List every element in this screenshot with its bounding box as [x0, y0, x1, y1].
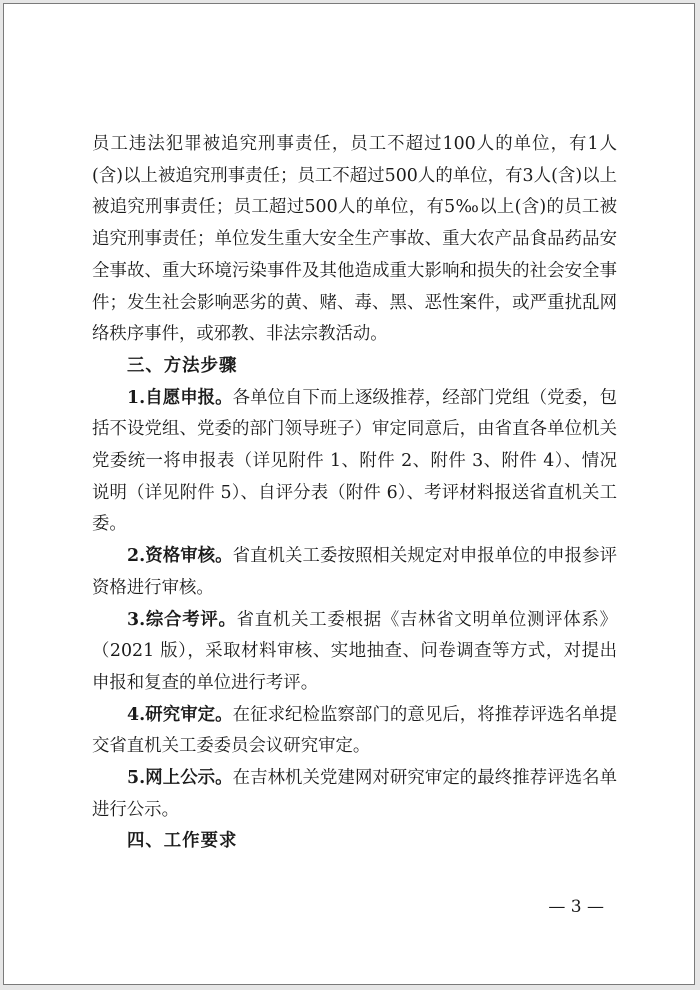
step-lead-3: 3.综合考评。 — [127, 609, 237, 630]
step-paragraph-1 — [92, 383, 617, 542]
section-heading-methods: 三、方法步骤 — [127, 355, 238, 376]
step-lead-4: 4.研究审定。 — [127, 704, 233, 725]
page-number: — 3 — — [548, 897, 604, 917]
step-text-4: 在征求纪检监察部门的意见后，将推荐评选名单提交省直机关工委委员会议研究审定。 — [92, 704, 617, 757]
step-paragraph-4 — [92, 700, 617, 763]
document-body — [92, 129, 617, 858]
step-lead-2: 2.资格审核。 — [127, 546, 233, 567]
step-lead-5: 5.网上公示。 — [127, 768, 233, 789]
step-paragraph-5 — [92, 763, 617, 826]
step-text-2: 省直机关工委按照相关规定对申报单位的申报参评资格进行审核。 — [92, 546, 617, 598]
section-heading-requirements: 四、工作要求 — [127, 831, 238, 852]
document-page — [3, 3, 695, 985]
step-text-3: 省直机关工委根据《吉林省文明单位测评体系》（2021 版），采取材料审核、实地抽查、问卷调查等方式，对提出申报和复查的单位进行考评。 — [92, 609, 617, 693]
step-text-1: 各单位自下而上逐级推荐，经部门党组（党委，包括不设党组、党委的部门领导班子）审定同意后，由省直各单位机关党委统一将申报表（详见附件 1、附件 2、附件 3、附件 4）、情况说明（详见附件 5）、自评分表（附件 6）、考评材料报送省直机关工委。 — [92, 387, 617, 535]
step-lead-1: 1.自愿申报。 — [127, 387, 233, 408]
step-text-5: 在吉林机关党建网对研究审定的最终推荐评选名单进行公示。 — [92, 768, 617, 820]
step-paragraph-3 — [92, 605, 617, 700]
intro-paragraph: 员工违法犯罪被追究刑事责任，员工不超过100人的单位，有1人(含)以上被追究刑事责任；员工不超过500人的单位，有3人(含)以上被追究刑事责任；员工超过500人的单位，有5‰以上(含)的员工被追究刑事责任；单位发生重大安全生产事故、重大农产品食品药品安全事故、重大环境污染事件及其他造成重大影响和损失的社会安全事件；发生社会影响恶劣的黄、赌、毒、黑、恶性案件，或严重扰乱网络秩序事件，或邪教、非法宗教活动。 — [92, 134, 617, 345]
step-paragraph-2 — [92, 541, 617, 604]
